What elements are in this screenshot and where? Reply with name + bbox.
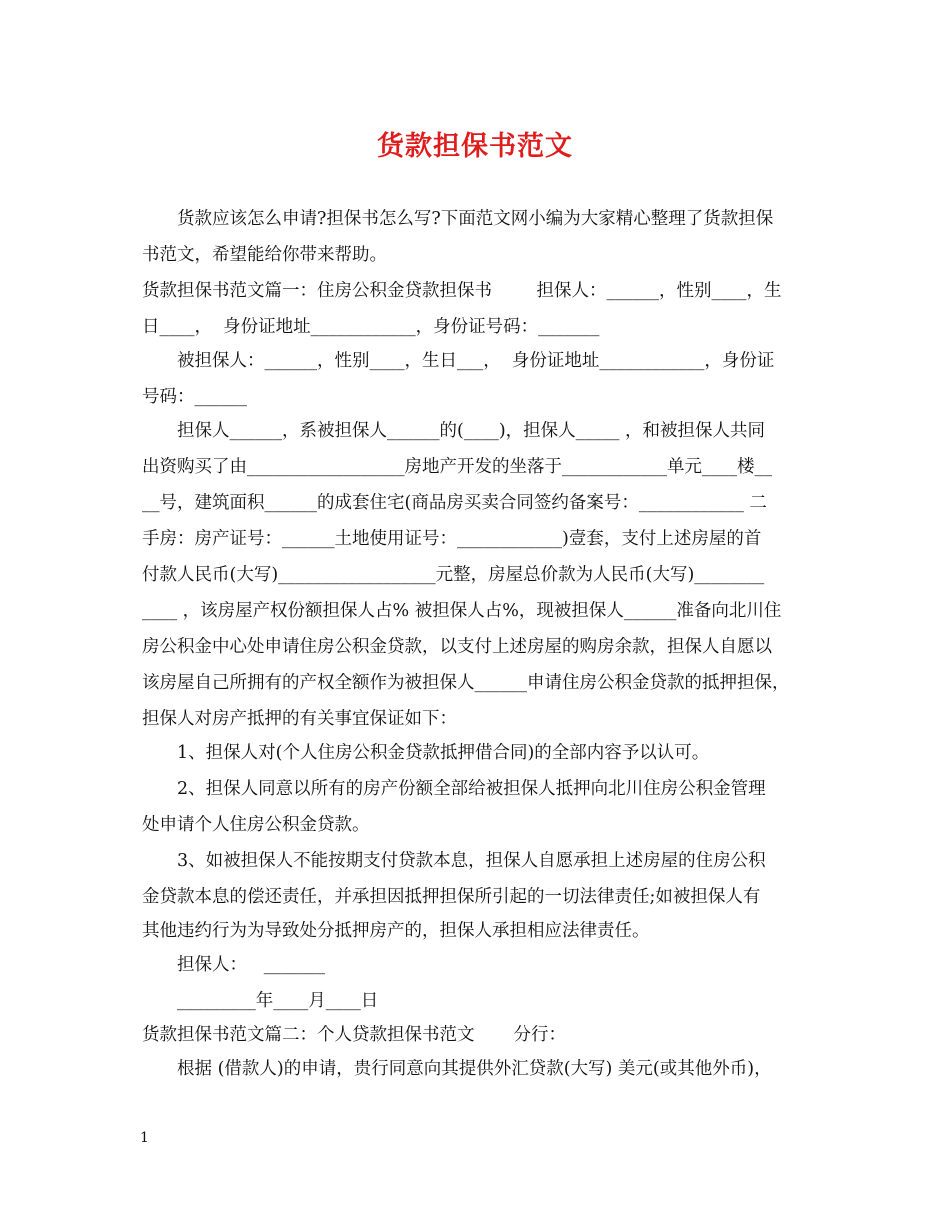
clause-2-line-1: 2、担保人同意以所有的房产份额全部给被担保人抵押向北川住房公积金管理 — [177, 779, 766, 799]
body-line-4: 手房：房产证号：______土地使用证号：____________)壹套，支付上述房屋的首 — [142, 529, 762, 549]
clause-3-line-1: 3、如被担保人不能按期支付贷款本息，担保人自愿承担上述房屋的住房公积 — [177, 851, 766, 871]
section-two-body-line: 根据 (借款人)的申请，贵行同意向其提供外汇贷款(大写) 美元(或其他外币)， — [177, 1059, 772, 1079]
intro-line-1: 货款应该怎么申请?担保书怎么写?下面范文网小编为大家精心整理了货款担保 — [177, 209, 774, 229]
clause-3-line-2: 金贷款本息的偿还责任，并承担因抵押担保所引起的一切法律责任;如被担保人有 — [142, 887, 761, 907]
guaranteed-info-line-2: 号码：______ — [142, 387, 247, 407]
section-two-heading-line: 货款担保书范文篇二：个人贷款担保书范文 分行： — [142, 1025, 566, 1045]
date-line: _________年____月____日 — [177, 991, 379, 1011]
intro-line-2: 书范文，希望能给你带来帮助。 — [142, 245, 387, 265]
body-line-9: 担保人对房产抵押的有关事宜保证如下： — [142, 709, 457, 729]
page-number: 1 — [140, 1130, 149, 1146]
body-line-2: 出资购买了由__________________房地产开发的坐落于____________单元____楼__ — [142, 457, 772, 477]
clause-2-line-2: 处申请个人住房公积金贷款。 — [142, 815, 370, 835]
guaranteed-info-line-1: 被担保人：______，性别____，生日___， 身份证地址____________，身份证 — [177, 351, 775, 371]
body-line-5: 付款人民币(大写)__________________元整，房屋总价款为人民币(大写)________ — [142, 565, 765, 585]
body-line-3: __号，建筑面积______的成套住宅(商品房买卖合同签约备案号：____________ 二 — [142, 493, 767, 513]
body-line-8: 该房屋自己所拥有的产权全额作为被担保人______申请住房公积金贷款的抵押担保， — [142, 673, 790, 693]
document-title: 货款担保书范文 — [377, 131, 573, 162]
clause-3-line-3: 其他违约行为为导致处分抵押房产的，担保人承担相应法律责任。 — [142, 921, 650, 941]
section-one-heading-line: 货款担保书范文篇一：住房公积金贷款担保书 担保人：______，性别____，生 — [142, 281, 782, 301]
body-line-6: ____ ，该房屋产权份额担保人占% 被担保人占%，现被担保人______准备向北川住 — [142, 601, 782, 621]
signature-line: 担保人： _______ — [177, 955, 325, 975]
body-line-1: 担保人______，系被担保人______的(____)，担保人_____ ，和被担保人共同 — [177, 421, 765, 441]
clause-1: 1、担保人对(个人住房公积金贷款抵押借合同)的全部内容予以认可。 — [177, 743, 710, 763]
guarantor-info-line: 日____， 身份证地址____________，身份证号码：_______ — [142, 317, 600, 337]
body-line-7: 房公积金中心处申请住房公积金贷款，以支付上述房屋的购房余款，担保人自愿以 — [142, 637, 772, 657]
